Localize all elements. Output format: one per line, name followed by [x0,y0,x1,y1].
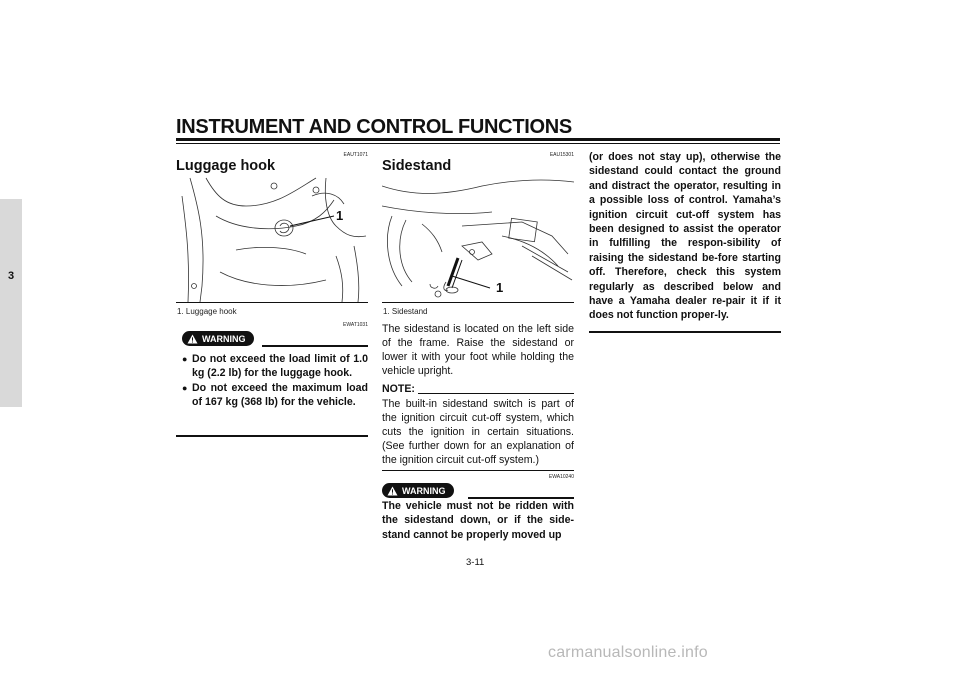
warning-rule [262,345,368,347]
page-header-title: INSTRUMENT AND CONTROL FUNCTIONS [176,116,572,138]
warning-label: WARNING [202,333,246,344]
note-end-rule [382,470,574,471]
luggage-hook-illustration [176,176,368,302]
warning-end-rule [589,331,781,333]
list-item [182,352,368,381]
illustration-rule [176,302,368,303]
sidestand-note-text: The built-in sidestand switch is part of the ignition circuit cut-off system, which cuts the ignition in certain situations. (See further down for an explanation of the ignition circuit cut-off system.) [382,398,574,466]
note-rule [418,393,574,394]
luggage-warning-bullet-1: Do not exceed the load limit of 1.0 kg (2.2 lb) for the luggage hook. [192,353,368,380]
warning-end-rule [176,435,368,437]
note-label: NOTE: [382,383,415,395]
sidestand-caption: 1. Sidestand [383,307,428,316]
luggage-section-code: EAUT1071 [343,152,368,158]
page-number: 3-11 [466,557,485,568]
luggage-hook-title: Luggage hook [176,158,276,174]
illustration-rule [382,302,574,303]
warning-badge [382,483,454,498]
sidestand-intro-text: The sidestand is located on the left side of the frame. Raise the sidestand or lower it with your foot while holding the vehicle upright. [382,323,574,377]
chapter-tab [0,199,22,407]
warning-triangle-icon [387,486,398,496]
sidestand-callout-number: 1 [496,280,504,295]
luggage-hook-caption: 1. Luggage hook [177,307,237,316]
sidestand-warning-text-part2: (or does not stay up), otherwise the sidestand could contact the ground and distract the operator, resulting in a possible loss of control. Yamaha’s ignition circuit cut-off system has been designed to assist the operator in fulfilling the respon-sibility of raising the sidestand be-fore starting off. Therefore, check this system regularly as described below and have a Yamaha dealer re-pair it if it does not function proper-ly. [589,151,781,322]
sidestand-warning-text-part1: The vehicle must not be ridden with the sidestand down, or if the side-stand cannot be properly moved up [382,500,574,541]
sidestand-warning-code: EWA10240 [548,474,574,480]
list-item [182,381,368,410]
bullet-icon: ● [182,354,188,364]
header-rule-thin [176,143,780,144]
chapter-number: 3 [7,270,15,282]
warning-label: WARNING [402,485,446,496]
header-rule [176,138,780,141]
luggage-warning-bullet-2: Do not exceed the maximum load of 167 kg (368 lb) for the vehicle. [192,381,368,409]
luggage-warning-code: EWAT1031 [342,322,368,328]
sidestand-title: Sidestand [382,158,452,174]
watermark: carmanualsonline.info [548,644,708,661]
warning-triangle-icon [187,334,198,344]
warning-badge [182,331,254,346]
sidestand-section-code: EAU15301 [549,152,574,158]
luggage-callout-number: 1 [336,208,344,223]
luggage-warning-list [182,352,368,410]
sidestand-illustration [382,176,574,302]
bullet-icon: ● [182,382,188,393]
